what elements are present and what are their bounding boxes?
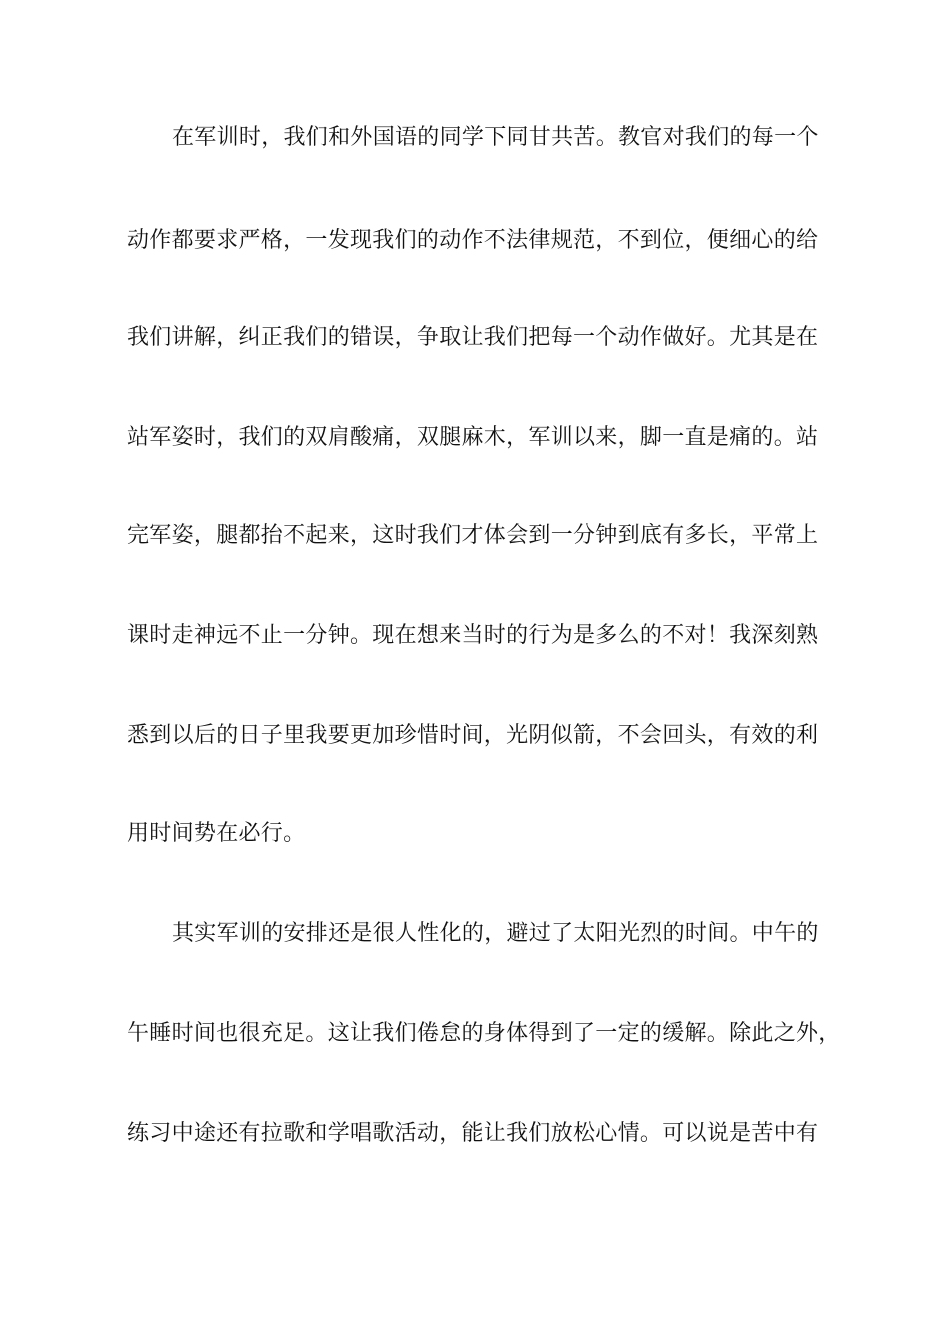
paragraph-1-line-8: 用时间势在必行。 [127, 821, 306, 846]
paragraph-1-line-7: 悉到以后的日子里我要更加珍惜时间，光阴似箭，不会回头，有效的利 [127, 723, 819, 748]
paragraph-1-line-1: 在军训时，我们和外国语的同学下同甘共苦。教官对我们的每一个 [172, 125, 819, 150]
paragraph-1-line-4: 站军姿时，我们的双肩酸痛，双腿麻木，军训以来，脚一直是痛的。站 [127, 425, 819, 450]
paragraph-2-line-2: 午睡时间也很充足。这让我们倦怠的身体得到了一定的缓解。除此之外， [127, 1021, 841, 1046]
paragraph-1-line-6: 课时走神远不止一分钟。现在想来当时的行为是多么的不对！我深刻熟 [127, 623, 819, 648]
paragraph-2-line-1: 其实军训的安排还是很人性化的，避过了太阳光烈的时间。中午的 [172, 921, 819, 946]
paragraph-2-line-3: 练习中途还有拉歌和学唱歌活动，能让我们放松心情。可以说是苦中有 [127, 1121, 819, 1146]
paragraph-1-line-3: 我们讲解，纠正我们的错误，争取让我们把每一个动作做好。尤其是在 [127, 325, 819, 350]
paragraph-1-line-2: 动作都要求严格，一发现我们的动作不法律规范，不到位，便细心的给 [127, 228, 819, 253]
paragraph-1-line-5: 完军姿，腿都抬不起来，这时我们才体会到一分钟到底有多长，平常上 [127, 523, 819, 548]
